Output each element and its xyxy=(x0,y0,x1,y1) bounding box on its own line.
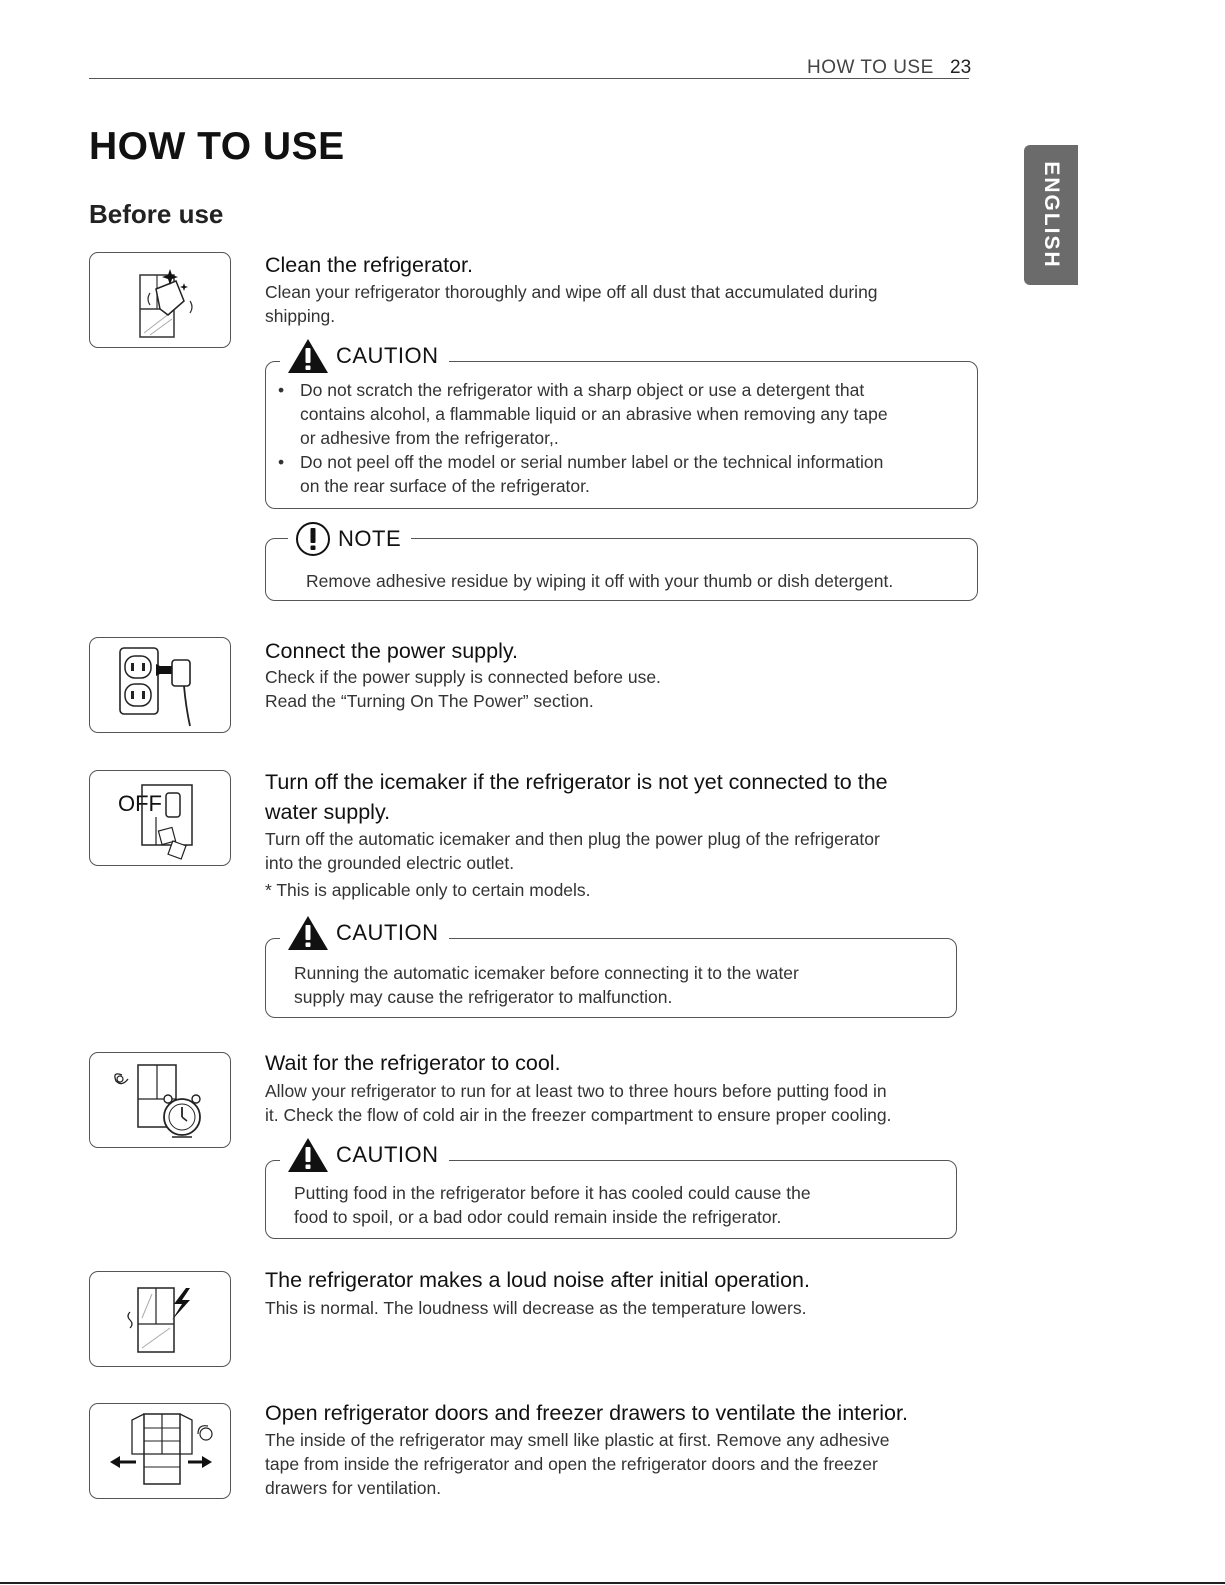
icemaker-off-text: OFF xyxy=(118,791,162,816)
caution-box-cool xyxy=(265,1142,957,1239)
section-subtitle: Before use xyxy=(89,199,224,229)
step-ventilate-heading: Open refrigerator doors and freezer drawers to ventilate the interior. xyxy=(265,1401,908,1425)
heading-line: water supply. xyxy=(265,800,391,824)
caution-text xyxy=(294,1181,944,1229)
icemaker-off-icon xyxy=(89,770,231,866)
step-power-body xyxy=(265,665,661,713)
caution-list xyxy=(276,378,966,498)
step-cool-heading: Wait for the refrigerator to cool. xyxy=(265,1051,561,1075)
caution-line: Putting food in the refrigerator before it has cooled could cause the xyxy=(294,1183,811,1203)
running-header-section: HOW TO USE xyxy=(807,57,934,78)
caution-box-clean xyxy=(265,343,978,509)
warning-triangle-icon xyxy=(286,1136,330,1174)
caution-line: or adhesive from the refrigerator,. xyxy=(300,428,559,448)
exclamation-circle-icon xyxy=(294,520,332,558)
body-line: Read the “Turning On The Power” section. xyxy=(265,691,594,711)
caution-line: food to spoil, or a bad odor could remain inside the refrigerator. xyxy=(294,1207,782,1227)
fridge-cleaning-cloth-icon xyxy=(89,252,231,348)
caution-line: on the rear surface of the refrigerator. xyxy=(300,476,590,496)
body-line: Check if the power supply is connected before use. xyxy=(265,667,661,687)
heading-line: Turn off the icemaker if the refrigerator is not yet connected to the xyxy=(265,770,888,794)
body-line: drawers for ventilation. xyxy=(265,1478,442,1498)
note-text: Remove adhesive residue by wiping it off with your thumb or dish detergent. xyxy=(306,571,894,591)
caution-line: Running the automatic icemaker before connecting it to the water xyxy=(294,963,799,983)
step-noise-heading: The refrigerator makes a loud noise after initial operation. xyxy=(265,1268,810,1292)
warning-triangle-icon xyxy=(286,914,330,952)
step-clean-heading: Clean the refrigerator. xyxy=(265,253,473,277)
step-clean-body xyxy=(265,280,878,328)
caution-label xyxy=(280,337,449,375)
page-bottom-border xyxy=(0,1582,1225,1584)
body-line: This is normal. The loudness will decrease as the temperature lowers. xyxy=(265,1298,807,1318)
note-box-clean xyxy=(265,526,978,601)
body-line: Clean your refrigerator thoroughly and wipe off all dust that accumulated during xyxy=(265,282,878,302)
caution-item xyxy=(276,378,966,450)
step-power-heading: Connect the power supply. xyxy=(265,639,518,663)
page-number: 23 xyxy=(950,57,972,78)
header-rule xyxy=(89,78,969,79)
body-line: it. Check the flow of cold air in the freezer compartment to ensure proper cooling. xyxy=(265,1105,892,1125)
caution-line: supply may cause the refrigerator to malfunction. xyxy=(294,987,673,1007)
caution-label-text: CAUTION xyxy=(336,1142,439,1167)
caution-label-text: CAUTION xyxy=(336,343,439,368)
body-line: Turn off the automatic icemaker and then plug the power plug of the refrigerator xyxy=(265,829,880,849)
caution-item xyxy=(276,450,966,498)
body-line: tape from inside the refrigerator and open the refrigerator doors and the freezer xyxy=(265,1454,878,1474)
step-ventilate-body xyxy=(265,1428,889,1500)
note-label-text: NOTE xyxy=(338,526,402,551)
body-line: Allow your refrigerator to run for at least two to three hours before putting food in xyxy=(265,1081,887,1101)
caution-label xyxy=(280,1136,449,1174)
caution-box-icemaker xyxy=(265,920,957,1018)
step-cool-body xyxy=(265,1079,891,1127)
fridge-open-doors-icon xyxy=(89,1403,231,1499)
caution-label-text: CAUTION xyxy=(336,920,439,945)
body-line: shipping. xyxy=(265,306,336,326)
step-icemaker-body xyxy=(265,827,880,902)
language-tab-label: ENGLISH xyxy=(1040,161,1063,269)
body-line: into the grounded electric outlet. xyxy=(265,853,515,873)
fridge-noise-icon xyxy=(89,1271,231,1367)
caution-line: • Do not scratch the refrigerator with a sharp object or use a detergent that xyxy=(300,380,865,400)
step-icemaker-heading xyxy=(265,767,985,827)
note-label xyxy=(288,520,411,558)
step-icemaker-footnote: * This is applicable only to certain models. xyxy=(265,880,591,900)
body-line: The inside of the refrigerator may smell like plastic at first. Remove any adhesive xyxy=(265,1430,890,1450)
step-noise-body xyxy=(265,1296,806,1320)
caution-text xyxy=(294,961,944,1009)
warning-triangle-icon xyxy=(286,337,330,375)
caution-label xyxy=(280,914,449,952)
fridge-alarm-clock-icon xyxy=(89,1052,231,1148)
language-tab xyxy=(1024,145,1078,285)
power-outlet-plug-icon xyxy=(89,637,231,733)
page-title: HOW TO USE xyxy=(89,125,345,168)
caution-line: • Do not peel off the model or serial number label or the technical information xyxy=(300,452,884,472)
caution-line: contains alcohol, a flammable liquid or an abrasive when removing any tape xyxy=(300,404,888,424)
